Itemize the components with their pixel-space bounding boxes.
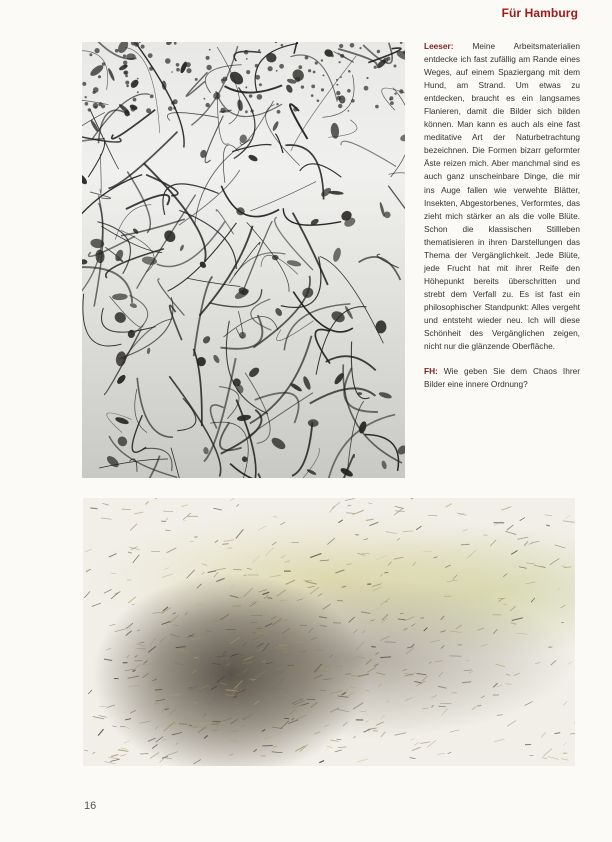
speaker-label: Leeser: <box>424 41 454 51</box>
interview-text <box>424 40 580 403</box>
paragraph-text: Meine Arbeitsmaterialien entdecke ich fast zufällig am Rande eines Weges, auf einem Spaziergang mit dem Hund, am Strand. Um etwas zu entdecken, braucht es ein langsames Flanieren, damit die Bilder sich bilden können. Man kann es auch als eine fast meditative Art der Naturbetrachtung bezeichnen. Die Formen bizarr geformter Äste reizen mich. Aber manchmal sind es auch ganz unscheinbare Dinge, die mir ins Auge fallen wie verwehte Blätter, Insekten, Abgestorbenes, Verformtes, das zieht mich stärker an als die volle Blüte. Schon die klassischen Stillleben thematisieren in ihren Darstellungen das Thema der Vergänglichkeit. Jede Blüte, jede Frucht hat mit ihrer Reife den Höhepunkt bereits überschritten und strebt dem Verfall zu. Es ist fast ein philosophischer Standpunkt: Alles vergeht und entsteht wieder neu. Ich will diese Schönheit des Vergänglichen zeigen, nicht nur die glänzende Oberfläche. <box>424 41 580 352</box>
speaker-label: FH: <box>424 366 438 377</box>
page-number: 16 <box>84 800 97 812</box>
lotus-stems-photo <box>82 42 405 478</box>
paragraph-text: Wie geben Sie dem Chaos Ihrer Bilder eine innere Ordnung? <box>424 366 580 390</box>
section-title: Für Hamburg <box>501 6 578 20</box>
question-paragraph <box>424 365 580 391</box>
chaos-texture-illustration <box>83 498 575 766</box>
answer-paragraph <box>424 40 580 353</box>
lotus-stems-illustration <box>82 42 405 478</box>
abstract-chaos-photo <box>83 498 575 766</box>
